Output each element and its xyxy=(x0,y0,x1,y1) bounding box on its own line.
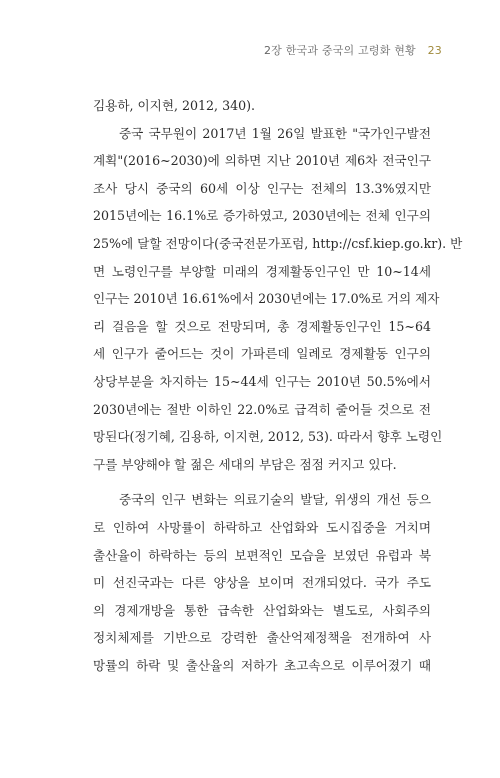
page-header xyxy=(264,42,442,58)
paragraph-1-line: 구를 부양해야 할 젊은 세대의 부담은 점점 커지고 있다. xyxy=(93,456,397,472)
paragraph-1-line: 2015년에는 16.1%로 증가하였고, 2030년에는 전체 인구의 xyxy=(93,208,431,224)
paragraph-1-line: 면 노령인구를 부양할 미래의 경제활동인구인 만 10~14세 xyxy=(93,263,431,279)
paragraph-1-line: 인구는 2010년 16.61%에서 2030년에는 17.0%로 거의 제자 xyxy=(93,291,440,307)
paragraph-1-line: 중국 국무원이 2017년 1월 26일 발표한 "국가인구발전 xyxy=(119,125,431,141)
paragraph-gap xyxy=(93,478,431,486)
paragraph-1-line: 세 인구가 줄어드는 것이 가파른데 일례로 경제활동 인구의 xyxy=(93,346,431,362)
page-number: 23 xyxy=(427,44,442,57)
paragraph-2-line: 로 인하여 사망률이 하락하고 산업화와 도시집중을 거치며 xyxy=(93,519,431,535)
continuation-line: 김용하, 이지현, 2012, 340). xyxy=(93,98,256,113)
body-text xyxy=(93,92,463,679)
paragraph-2-line: 출산율이 하락하는 등의 보편적인 모습을 보였던 유럽과 북 xyxy=(93,547,431,563)
paragraph-1-line: 상당부분을 차지하는 15~44세 인구는 2010년 50.5%에서 xyxy=(93,373,431,389)
paragraph-1-line: 망된다(정기혜, 김용하, 이지현, 2012, 53). 따라서 향후 노령인 xyxy=(93,429,443,445)
paragraph-1-line: 조사 당시 중국의 60세 이상 인구는 전체의 13.3%였지만 xyxy=(93,180,431,196)
paragraph-2-line: 중국의 인구 변화는 의료기술의 발달, 위생의 개선 등으 xyxy=(119,492,431,508)
paragraph-1-line: 25%에 달할 전망이다(중국전문가포럼, http://csf.kiep.go.kr). 반 xyxy=(93,235,463,251)
paragraph-2-line: 의 경제개방을 통한 급속한 산업화와는 별도로, 사회주의 xyxy=(93,602,431,618)
paragraph-1-line: 리 걸음을 할 것으로 전망되며, 총 경제활동인구인 15~64 xyxy=(93,318,431,334)
chapter-title: 2장 한국과 중국의 고령화 현황 xyxy=(263,44,416,57)
paragraph-2-line: 망률의 하락 및 출산율의 저하가 초고속으로 이루어졌기 때 xyxy=(93,657,431,673)
paragraph-2-line: 정치체제를 기반으로 강력한 출산억제정책을 전개하여 사 xyxy=(93,630,431,646)
paragraph-1-line: 계획"(2016~2030)에 의하면 지난 2010년 제6차 전국인구 xyxy=(93,153,431,169)
paragraph-2-line: 미 선진국과는 다른 양상을 보이며 전개되었다. 국가 주도 xyxy=(93,575,431,591)
paragraph-1-line: 2030년에는 절반 이하인 22.0%로 급격히 줄어들 것으로 전 xyxy=(93,401,431,417)
